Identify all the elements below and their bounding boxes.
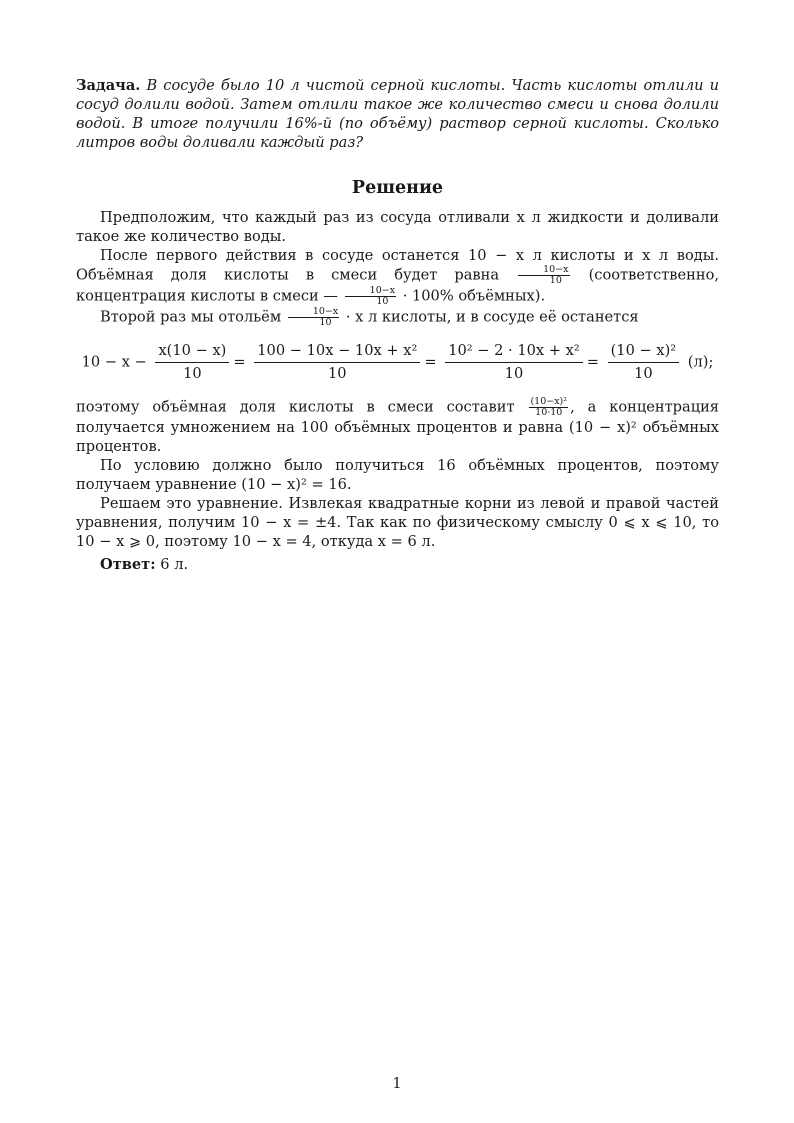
eq-numerator: x(10 − x) — [155, 340, 229, 363]
eq-lead: 10 − x − — [81, 353, 147, 371]
solution-title: Решение — [351, 178, 444, 198]
eq-numerator: 100 − 10x − 10x + x² — [254, 340, 420, 363]
eq-unit: (л); — [687, 353, 714, 371]
problem-statement — [76, 76, 719, 152]
p4-text-a: поэтому объёмная доля кислоты в смеси составит — [76, 398, 515, 416]
eq-numerator: (10 − x)² — [608, 340, 680, 363]
fraction-denominator: 10 — [549, 275, 562, 286]
fraction-acid-share-final — [529, 397, 568, 418]
p4-text-b: , а концентрация получается умножением на 100 объёмных процентов и равна (10 − x)² объёмных процентов. — [76, 398, 720, 455]
answer — [76, 555, 719, 574]
eq-fraction-2 — [254, 340, 420, 385]
eq-fraction-1 — [155, 340, 229, 385]
eq-denominator: 10 — [183, 365, 202, 382]
answer-label: Ответ: — [100, 556, 156, 573]
fraction-denominator: 10 — [319, 317, 332, 328]
p2-text-b: (соответственно, концентрация кислоты в смеси — — [76, 266, 720, 305]
p3-text-a: Второй раз мы отольём — [100, 308, 282, 326]
solution-paragraph-5: По условию должно было получиться 16 объёмных процентов, поэтому получаем уравнение (10 − x)² = 16. — [76, 457, 719, 493]
fraction-pour-second — [288, 307, 339, 328]
page-content — [76, 76, 719, 574]
eq-fraction-4 — [608, 340, 680, 385]
p2-text-c: · 100% объёмных). — [402, 287, 546, 305]
solution-paragraph-2 — [76, 246, 719, 307]
display-equation: 10 − x − $\frac{x(10 - x)}{10}$ = $\frac{\text{100 − 10x − 10x + x²}}{10}$ = $\frac{\text{10² − 2 · 10x + x²}}{10}$ = $\frac{\text{(10 − x)²}}{10}$ (л); — [76, 340, 719, 385]
solution-paragraph-1: Предположим, что каждый раз из сосуда отливали x л жидкости и доливали такое же количество воды. — [76, 209, 719, 245]
eq-denominator: 10 — [504, 365, 524, 382]
p3-text-b: · x л кислоты, и в сосуде её останется — [345, 308, 639, 326]
fraction-numerator: 10−x — [518, 265, 569, 276]
eq-denominator: 10 — [328, 365, 347, 382]
eq-numerator: 10² − 2 · 10x + x² — [445, 340, 583, 363]
fraction-concentration — [345, 286, 396, 307]
page-number: 1 — [392, 1075, 402, 1092]
fraction-numerator: 10−x — [288, 307, 339, 318]
eq-denominator: 10 — [634, 365, 653, 382]
solution-paragraph-4 — [76, 397, 719, 456]
fraction-denominator: 10·10 — [535, 407, 563, 418]
fraction-numerator: 10−x — [345, 286, 396, 297]
answer-value: 6 л. — [160, 556, 189, 573]
eq-fraction-3 — [445, 340, 583, 385]
p2-text-a: После первого действия в сосуде останется 10 − x л кислоты и x л воды. Объёмная доля кислоты в смеси будет равна — [76, 247, 719, 284]
problem-label: Задача. — [76, 77, 141, 94]
solution-paragraph-6: Решаем это уравнение. Извлекая квадратные корни из левой и правой частей уравнения, получим 10 − x = ±4. Так как по физическому смыслу 0 ⩽ x ⩽ 10, то 10 − x ⩾ 0, поэтому 10 − x = 4, откуда x = 6 л. — [76, 495, 719, 550]
fraction-acid-share — [518, 265, 569, 286]
fraction-denominator: 10 — [376, 296, 389, 307]
fraction-numerator: (10−x)² — [530, 396, 568, 407]
solution-paragraph-3 — [76, 307, 719, 328]
problem-text: В сосуде было 10 л чистой серной кислоты. Часть кислоты отлили и сосуд долили водой. Затем отлили такое же количество смеси и снова долили водой. В итоге получили 16%-й (по объёму) раствор серной кислоты. Сколько литров воды доливали каждый раз? — [76, 77, 719, 151]
